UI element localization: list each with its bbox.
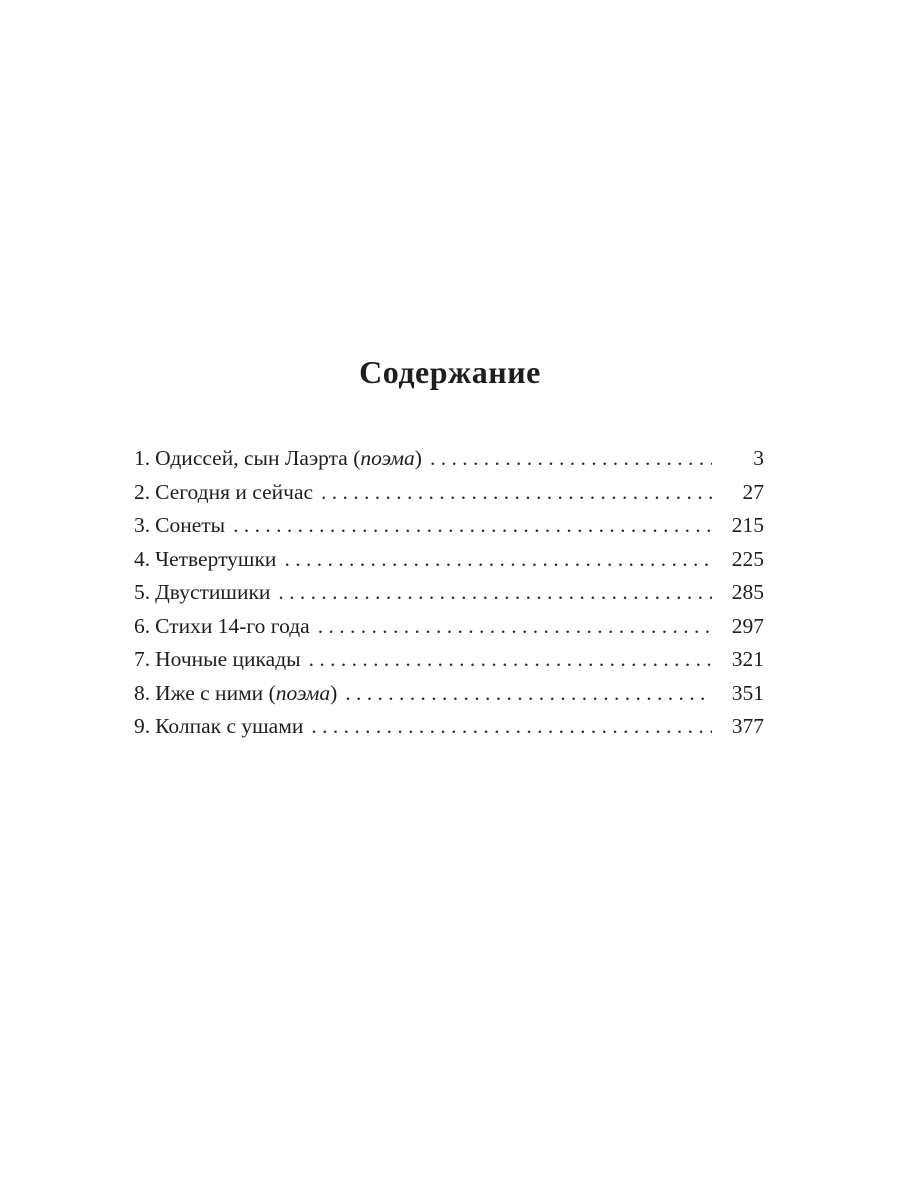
dot-leader: [345, 677, 712, 711]
entry-page-number: 297: [731, 613, 764, 638]
toc-entry: [134, 610, 764, 644]
entry-title: Сонеты: [155, 513, 226, 537]
dot-leader: [311, 710, 712, 744]
dot-leader: [284, 543, 712, 577]
entry-page-number: 225: [731, 546, 764, 571]
entry-title: Четвертушки: [155, 546, 277, 571]
entry-number: 7.: [134, 647, 151, 671]
entry-note: поэма: [275, 680, 331, 705]
entry-title: Колпак с ушами: [155, 714, 304, 738]
toc-entry: [134, 543, 764, 577]
toc-entry: [134, 576, 764, 610]
dot-leader: [430, 442, 712, 476]
entry-page-number: 351: [731, 680, 764, 705]
entry-number: 9.: [134, 714, 151, 738]
entry-number: 5.: [134, 580, 151, 604]
entry-title: Одиссей, сын Лаэрта (поэма): [155, 446, 422, 470]
entry-number: 2.: [134, 479, 151, 504]
entry-title: Ночные цикады: [155, 647, 301, 671]
toc-entry: [134, 509, 764, 543]
dot-leader: [309, 643, 712, 677]
toc-entry: [134, 643, 764, 677]
entry-number: 1.: [134, 446, 151, 470]
entry-number: 6.: [134, 613, 151, 638]
toc-entry: [134, 476, 764, 510]
entry-note: поэма: [360, 446, 415, 470]
entry-title: Сегодня и сейчас: [155, 479, 314, 504]
entry-page-number: 377: [731, 714, 764, 738]
toc-entry: [134, 442, 764, 476]
entry-number: 4.: [134, 546, 151, 571]
entry-title: Иже с ними (поэма): [155, 680, 338, 705]
table-of-contents: [134, 442, 764, 744]
entry-number: 8.: [134, 680, 151, 705]
entry-page-number: 285: [731, 580, 764, 604]
dot-leader: [278, 576, 712, 610]
dot-leader: [321, 476, 712, 510]
entry-title-text: Иже с ними: [155, 680, 264, 705]
toc-entry: [134, 677, 764, 711]
entry-title-text: Одиссей, сын Лаэрта: [155, 446, 348, 470]
entry-title: Стихи 14-го года: [155, 613, 310, 638]
entry-page-number: 215: [731, 513, 764, 537]
entry-page-number: 321: [731, 647, 764, 671]
dot-leader: [318, 610, 712, 644]
entry-page-number: 3: [753, 446, 764, 470]
page-title: Содержание: [359, 354, 541, 390]
toc-entry: [134, 710, 764, 744]
entry-number: 3.: [134, 513, 151, 537]
entry-title: Двустишики: [155, 580, 271, 604]
dot-leader: [233, 509, 712, 543]
entry-page-number: 27: [742, 479, 764, 504]
